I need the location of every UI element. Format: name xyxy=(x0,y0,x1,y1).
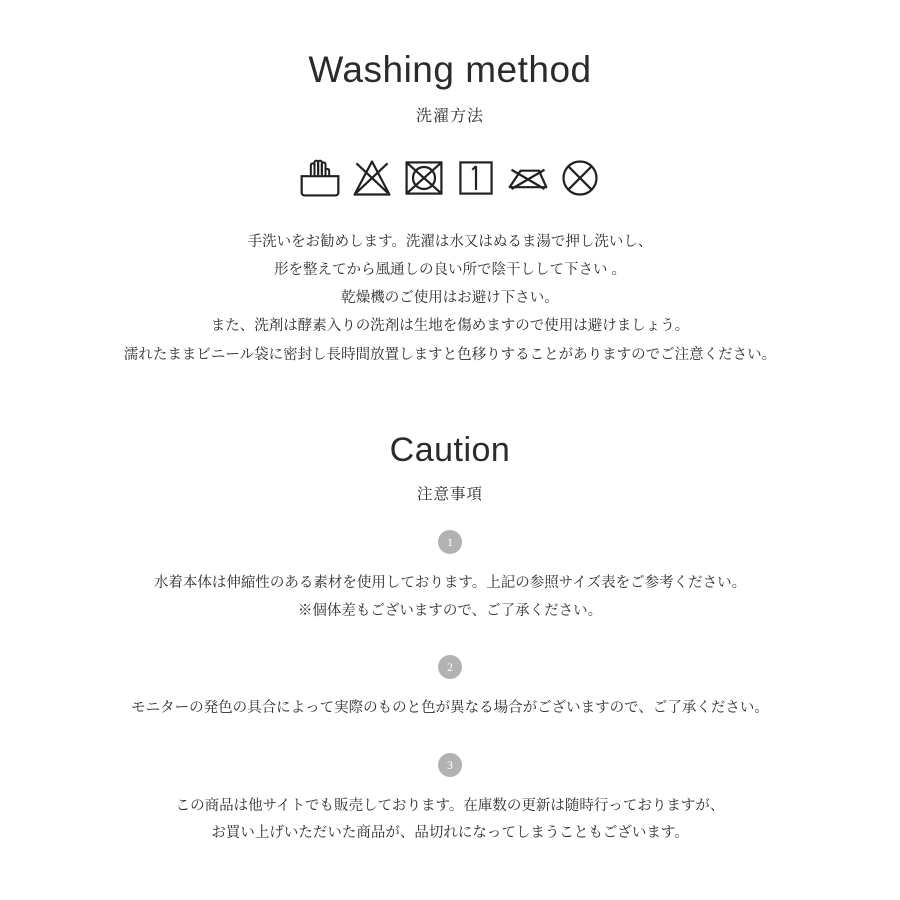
washing-line-1: 手洗いをお勧めします。洗濯は水又はぬるま湯で押し洗いし、 xyxy=(247,233,653,250)
caution-1-line-1: 水着本体は伸縮性のある素材を使用しております。上記の参照サイズ表をご参考ください。 xyxy=(153,575,747,592)
no-tumble-dry-icon xyxy=(402,156,446,200)
caution-number-badge-2: 2 xyxy=(438,655,462,679)
caution-section xyxy=(0,431,900,848)
caution-item-1 xyxy=(0,530,900,625)
washing-title-jp: 洗濯方法 xyxy=(415,107,484,125)
washing-line-2: 形を整えてから風通しの良い所で陰干しして下さい 。 xyxy=(273,261,627,278)
no-iron-icon xyxy=(506,156,550,200)
caution-title-jp: 注意事項 xyxy=(416,486,483,504)
washing-instructions-text xyxy=(0,228,900,369)
hand-wash-icon xyxy=(298,156,342,200)
caution-item-2 xyxy=(0,655,900,723)
washing-line-4: また、洗剤は酵素入りの洗剤は生地を傷めますので使用は避けましょう。 xyxy=(210,318,690,335)
caution-body-3 xyxy=(0,793,900,848)
drip-dry-in-shade-icon xyxy=(454,156,498,200)
caution-1-line-2: ※個体差もございますので、ご了承ください。 xyxy=(297,602,603,619)
caution-number-badge-3: 3 xyxy=(438,753,462,777)
caution-body-1 xyxy=(0,570,900,625)
care-symbols-row xyxy=(0,156,900,200)
caution-2-line-1: モニターの発色の具合によって実際のものと色が異なる場合がございますので、ご了承ください。 xyxy=(131,700,769,717)
caution-3-line-1: この商品は他サイトでも販売しております。在庫数の更新は随時行っておりますが、 xyxy=(175,797,725,814)
caution-body-2 xyxy=(0,695,900,723)
no-bleach-icon xyxy=(350,156,394,200)
washing-line-3: 乾燥機のご使用はお避け下さい。 xyxy=(341,290,559,307)
caution-item-3 xyxy=(0,753,900,848)
washing-method-section xyxy=(0,0,900,369)
no-dry-clean-icon xyxy=(558,156,602,200)
washing-title-en: Washing method xyxy=(308,49,592,90)
washing-line-5: 濡れたままビニール袋に密封し長時間放置しますと色移りすることがありますのでご注意ください。 xyxy=(123,346,777,363)
caution-title-en: Caution xyxy=(389,431,511,470)
caution-number-badge-1: 1 xyxy=(438,530,462,554)
caution-3-line-2: お買い上げいただいた商品が、品切れになってしまうこともございます。 xyxy=(211,825,689,842)
